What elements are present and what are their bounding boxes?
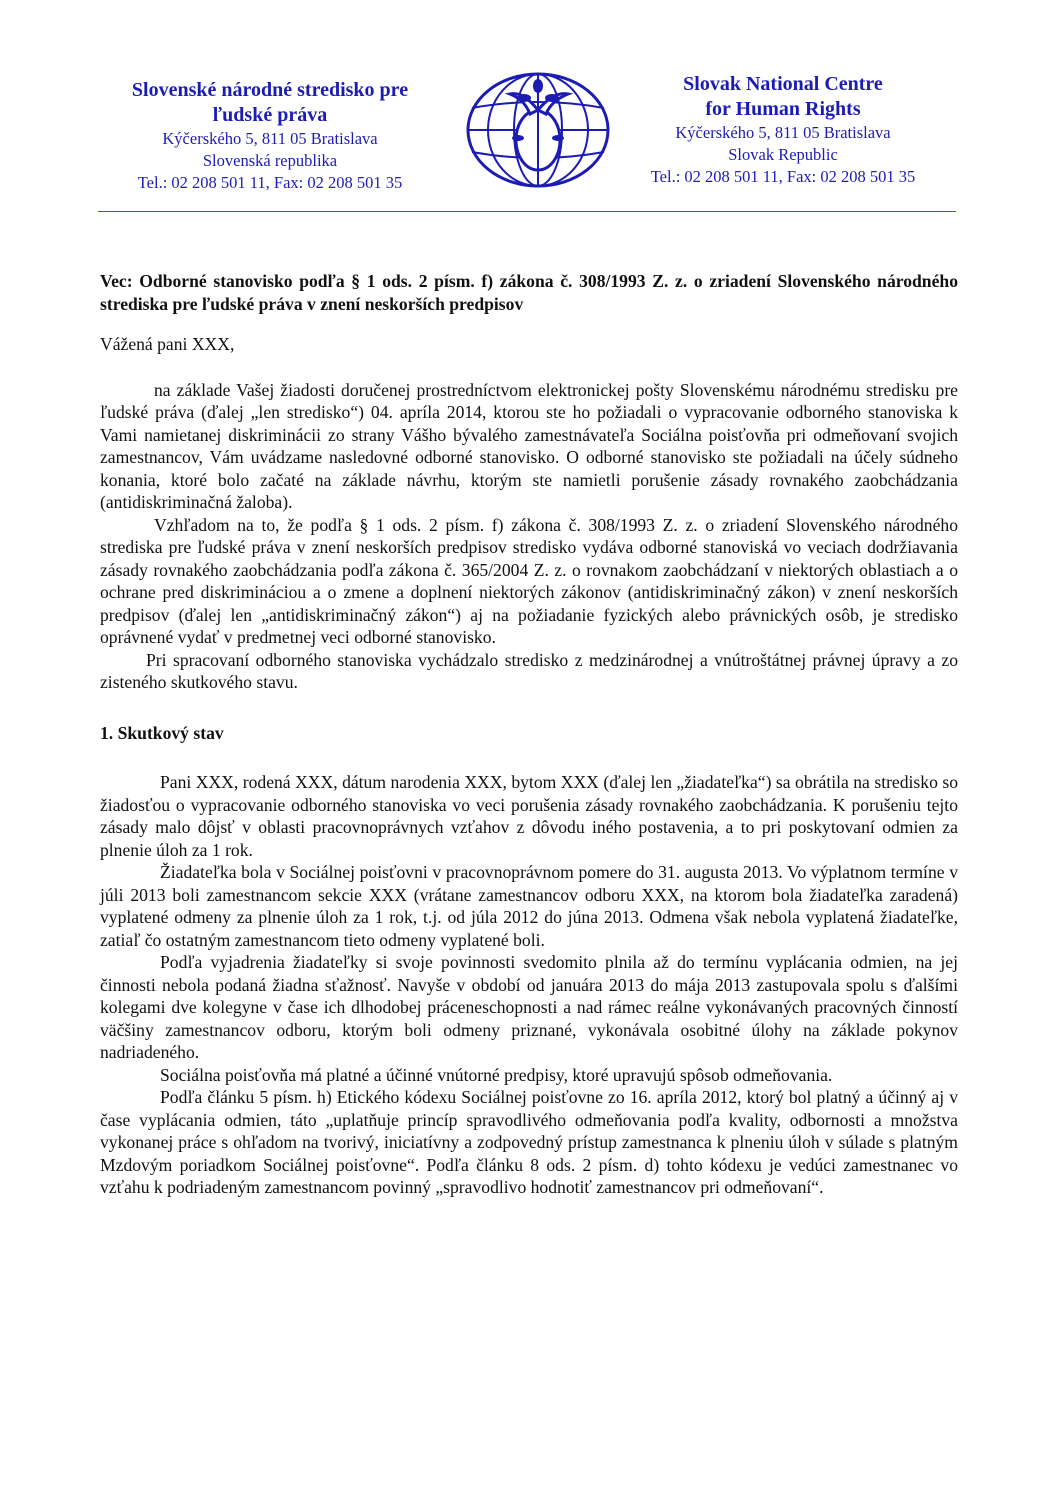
intro-paragraph: Pri spracovaní odborného stanoviska vychádzalo stredisko z medzinárodnej a vnútroštátnej právnej úpravy a zo zisteného skutkového stavu. bbox=[100, 649, 958, 692]
section-paragraph: Pani XXX, rodená XXX, dátum narodenia XXX, bytom XXX (ďalej len „žiadateľka“) sa obrátila na stredisko so žiadosťou o vypracovanie odborného stanoviska vo veci porušenia zásady rovnakého zaobchádzania. K porušeniu tejto zásady malo dôjsť v oblasti pracovnoprávnych vzťahov z dôvodu iného postavenia, a to pri poskytovaní odmien za plnenie úloh za 1 rok. bbox=[100, 772, 958, 860]
section-paragraph: Žiadateľka bola v Sociálnej poisťovni v pracovnoprávnom pomere do 31. augusta 2013. Vo výplatnom termíne v júli 2013 boli zamestnancom sekcie XXX (vrátane zamestnancov odboru XXX, na ktorom bola žiadateľka zaradená) vyplatené odmeny za plnenie úloh za 1 rok, t.j. od júla 2012 do júna 2013. Odmena však nebola vyplatená žiadateľke, zatiaľ čo ostatným zamestnancom tieto odmeny vyplatené boli. bbox=[100, 862, 958, 950]
org-name-sk-line2: ľudské práva bbox=[212, 104, 328, 126]
header-divider bbox=[98, 211, 956, 212]
section-paragraph: Podľa vyjadrenia žiadateľky si svoje povinnosti svedomito plnila až do termínu vyplácania odmien, na jej činnosti nebola podaná žiadna sťažnosť. Navyše v období od januára 2013 do mája 2013 zastupovala spolu s ďalšími kolegami dve kolegyne v čase ich dlhodobej práceneschopnosti a nad rámec reálne vykonávaných pracovných činností väčšiny zamestnancov odboru, ktorým boli odmeny priznané, vykonávala osobitné úlohy na základe pokynov nadriadeného. bbox=[100, 952, 958, 1062]
country-sk: Slovenská republika bbox=[202, 151, 338, 170]
document-body bbox=[100, 270, 958, 1199]
contact-en: Tel.: 02 208 501 11, Fax: 02 208 501 35 bbox=[650, 167, 916, 186]
country-en: Slovak Republic bbox=[728, 145, 838, 164]
address-sk: Kýčerského 5, 811 05 Bratislava bbox=[162, 129, 378, 148]
address-en: Kýčerského 5, 811 05 Bratislava bbox=[675, 123, 891, 142]
letterhead-english bbox=[618, 72, 948, 188]
letterhead-slovak bbox=[90, 78, 450, 194]
section-heading: 1. Skutkový stav bbox=[100, 722, 224, 743]
org-name-en-line1: Slovak National Centre bbox=[683, 73, 883, 95]
subject-line: Vec: Odborné stanovisko podľa § 1 ods. 2 písm. f) zákona č. 308/1993 Z. z. o zriadení Slovenského národného strediska pre ľudské práva v znení neskorších predpisov bbox=[100, 271, 958, 314]
intro-paragraph: Vzhľadom na to, že podľa § 1 ods. 2 písm. f) zákona č. 308/1993 Z. z. o zriadení Slovenského národného strediska pre ľudské práva v znení neskorších predpisov stredisko vydáva odborné stanoviská vo veciach dodržiavania zásady rovnakého zaobchádzania podľa zákona č. 365/2004 Z. z. o rovnakom zaobchádzaní v niektorých oblastiach a o ochrane pred diskrimináciou a o zmene a doplnení niektorých zákonov (antidiskriminačný zákon) v znení neskorších predpisov (ďalej len „antidiskriminačný zákon“) aj na požiadanie fyzických alebo právnických osôb, je stredisko oprávnené vydať v predmetnej veci odborné stanovisko. bbox=[100, 514, 958, 647]
greeting: Vážená pani XXX, bbox=[100, 334, 235, 354]
org-name-sk-line1: Slovenské národné stredisko pre bbox=[131, 79, 409, 101]
intro-paragraph: na základe Vašej žiadosti doručenej prostredníctvom elektronickej pošty Slovenskému národnému stredisku pre ľudské práva (ďalej „len stredisko“) 04. apríla 2014, ktorou ste ho požiadali o vypracovanie odborného stanoviska k Vami namietanej diskriminácii zo strany Vášho bývalého zamestnávateľa Sociálna poisťovňa pri odmeňovaní svojich zamestnancov, Vám uvádzame nasledovné odborné stanovisko. O odborné stanovisko ste požiadali na účely súdneho konania, ktoré bolo začaté na základe návrhu, ktorým ste namietli porušenie zásady rovnakého zaobchádzania (antidiskriminačná žaloba). bbox=[100, 379, 958, 512]
section-paragraph: Sociálna poisťovňa má platné a účinné vnútorné predpisy, ktoré upravujú spôsob odmeňovania. bbox=[160, 1064, 833, 1085]
section-paragraph: Podľa článku 5 písm. h) Etického kódexu Sociálnej poisťovne zo 16. apríla 2012, ktorý bol platný a účinný aj v čase vyplácania odmien, táto „uplatňuje princíp spravodlivého odmeňovania podľa kvality, odbornosti a množstva vykonanej práce s ohľadom na tvorivý, iniciatívny a zodpovedný prístup zamestnanca k plneniu úloh v súlade s platným Mzdovým poriadkom Sociálnej poisťovne“. Podľa článku 8 ods. 2 písm. d) tohto kódexu je vedúci zamestnanec vo vzťahu k podriadeným zamestnancom povinný „spravodlivo hodnotiť zamestnancov pri odmeňovaní“. bbox=[100, 1087, 958, 1197]
globe-dove-logo-icon bbox=[458, 68, 618, 192]
contact-sk: Tel.: 02 208 501 11, Fax: 02 208 501 35 bbox=[137, 173, 403, 192]
org-name-en-line2: for Human Rights bbox=[705, 98, 861, 120]
